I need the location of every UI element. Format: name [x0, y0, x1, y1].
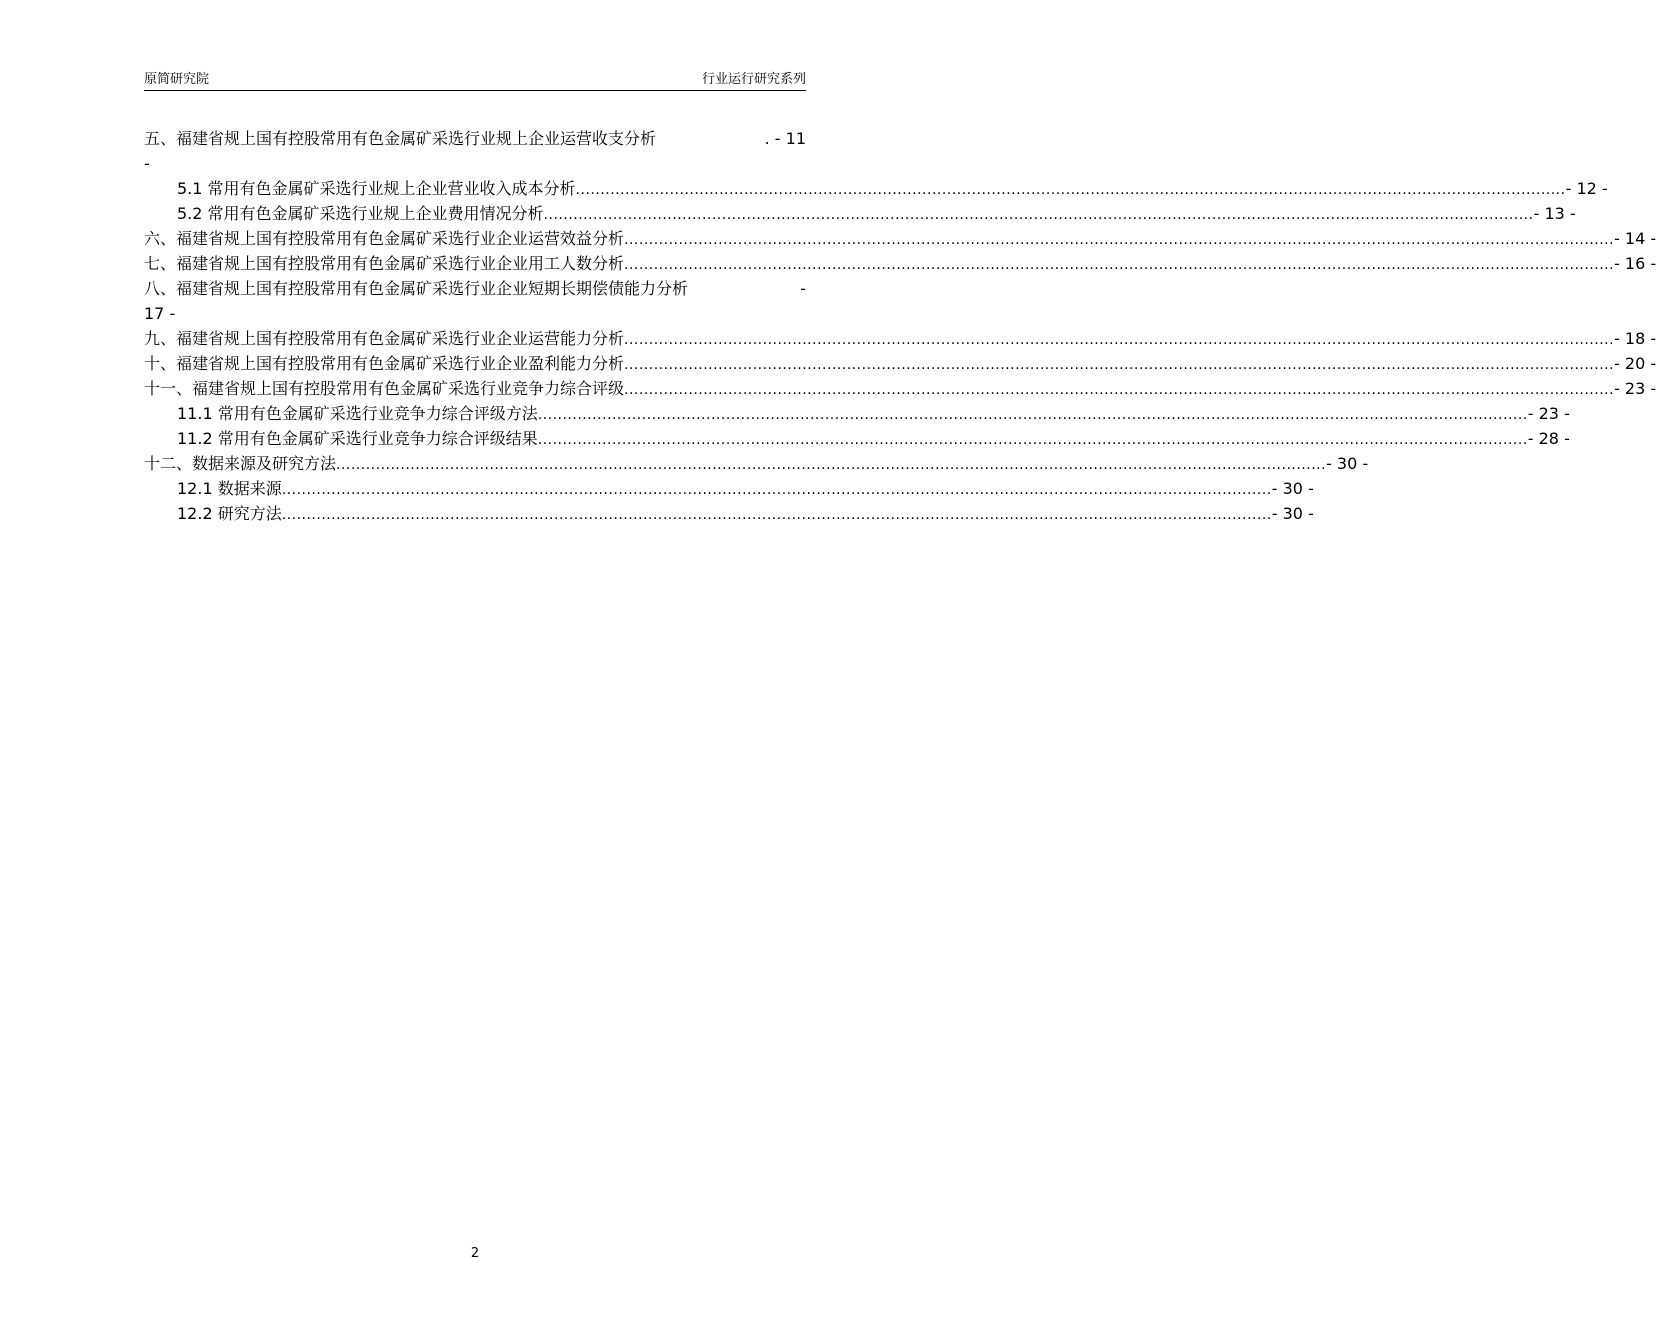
toc-entry[interactable] [144, 251, 1656, 276]
toc-entry[interactable] [144, 326, 1656, 351]
toc-entry[interactable] [144, 401, 1570, 426]
toc-entry-title: 八、福建省规上国有控股常用有色金属矿采选行业企业短期长期偿债能力分析 [144, 279, 689, 298]
toc-leader-dots: ........................................................................................................................................................................................................ [281, 507, 1272, 523]
toc-entry[interactable] [144, 376, 1656, 401]
page-number: 2 [470, 1246, 480, 1261]
toc-entry[interactable] [144, 126, 806, 176]
toc-entry[interactable] [144, 276, 806, 326]
toc-entry-title: 5.1 常用有色金属矿采选行业规上企业营业收入成本分析 [177, 179, 576, 198]
toc-entry-title: 12.1 数据来源 [177, 479, 282, 498]
toc-entry-page-continued: 17 - [144, 304, 176, 323]
toc-entry-title: 11.2 常用有色金属矿采选行业竞争力综合评级结果 [177, 429, 538, 448]
toc-entry-page: - [800, 279, 806, 298]
toc-entry-page: - 16 - [1614, 254, 1656, 273]
toc-entry-page: - 13 - [1533, 204, 1576, 223]
toc-entry-page: - 30 - [1271, 504, 1314, 523]
toc-leader-dots: ........................................................................................................................................................................................................ [575, 182, 1566, 198]
toc-entry-title: 12.2 研究方法 [177, 504, 282, 523]
toc-leader-dots: ........................................................................................................................................................................................................ [543, 207, 1534, 223]
page-header [144, 68, 806, 91]
toc-entry-title: 七、福建省规上国有控股常用有色金属矿采选行业企业用工人数分析 [144, 254, 625, 273]
toc-entry-title: 11.1 常用有色金属矿采选行业竞争力综合评级方法 [177, 404, 538, 423]
toc-entry-page: - 18 - [1614, 329, 1656, 348]
toc-entry-title: 六、福建省规上国有控股常用有色金属矿采选行业企业运营效益分析 [144, 229, 625, 248]
toc-leader-dots: ........................................................................................................................................................................................................ [281, 482, 1272, 498]
toc-entry-page: - 12 - [1565, 179, 1608, 198]
toc-entry-page: - 20 - [1614, 354, 1656, 373]
toc-leader-dots: ........................................................................................................................................................................................................ [624, 357, 1615, 373]
toc-entry[interactable] [144, 426, 1570, 451]
toc-entry[interactable] [144, 476, 1314, 501]
toc-entry-title: 十二、数据来源及研究方法 [144, 454, 337, 473]
toc-entry[interactable] [144, 351, 1656, 376]
table-of-contents [144, 126, 1656, 526]
toc-entry-title: 九、福建省规上国有控股常用有色金属矿采选行业企业运营能力分析 [144, 329, 625, 348]
toc-entry-title: 五、福建省规上国有控股常用有色金属矿采选行业规上企业运营收支分析 [144, 129, 657, 148]
toc-entry-page: - 23 - [1527, 404, 1570, 423]
toc-entry[interactable] [144, 176, 1608, 201]
toc-entry-page: - 30 - [1271, 479, 1314, 498]
header-org: 原简研究院 [144, 72, 210, 87]
toc-entry[interactable] [144, 451, 1369, 476]
toc-entry-page: - 23 - [1614, 379, 1656, 398]
header-series: 行业运行研究系列 [701, 72, 806, 87]
toc-leader-dots: ........................................................................................................................................................................................................ [537, 432, 1528, 448]
toc-entry[interactable] [144, 226, 1656, 251]
toc-leader-dots: ........................................................................................................................................................................................................ [537, 407, 1528, 423]
toc-entry[interactable] [144, 501, 1314, 526]
toc-entry-page-continued: - [144, 154, 150, 173]
toc-entry-title: 5.2 常用有色金属矿采选行业规上企业费用情况分析 [177, 204, 544, 223]
toc-leader-dots: ........................................................................................................................................................................................................ [624, 257, 1615, 273]
toc-leader-dots: ........................................................................................................................................................................................................ [624, 332, 1615, 348]
toc-entry-title: 十一、福建省规上国有控股常用有色金属矿采选行业竞争力综合评级 [144, 379, 625, 398]
toc-entry[interactable] [144, 201, 1576, 226]
toc-entry-page: - 28 - [1527, 429, 1570, 448]
toc-leader-dots: ........................................................................................................................................................................................................ [624, 382, 1615, 398]
toc-entry-page: - 30 - [1326, 454, 1369, 473]
toc-leader-dots: ........................................................................................................................................................................................................ [336, 457, 1327, 473]
toc-entry-title: 十、福建省规上国有控股常用有色金属矿采选行业企业盈利能力分析 [144, 354, 625, 373]
toc-entry-page: . - 11 [764, 129, 806, 148]
toc-leader-dots: ........................................................................................................................................................................................................ [624, 232, 1615, 248]
toc-entry-page: - 14 - [1614, 229, 1656, 248]
